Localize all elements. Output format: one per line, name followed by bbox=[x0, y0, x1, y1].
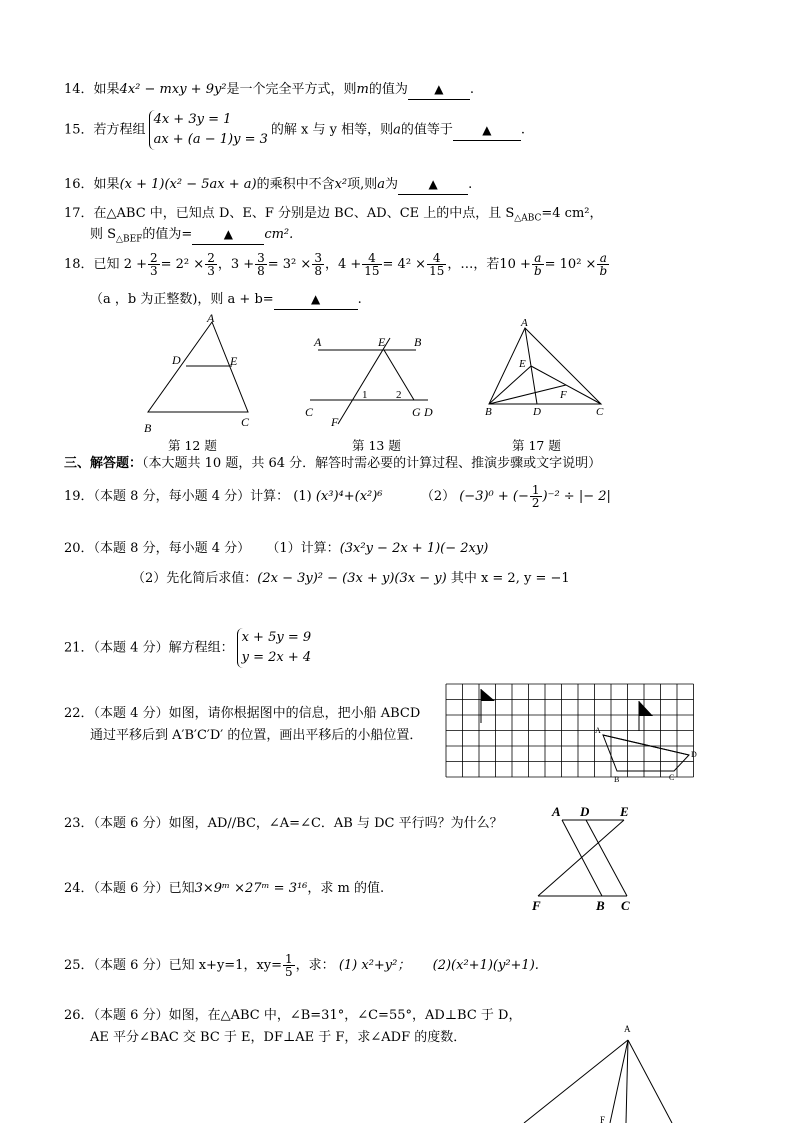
answer-blank[interactable]: ▲ bbox=[408, 80, 470, 100]
svg-text:E: E bbox=[378, 335, 386, 349]
question-22-line-2: 通过平移后到 A′B′C′D′ 的位置，画出平移后的小船位置． bbox=[90, 728, 423, 743]
svg-text:D: D bbox=[172, 353, 181, 367]
equation-system: 4x + 3y = 1 ax + (a − 1)y = 3 bbox=[149, 110, 268, 150]
figure-13-caption: 第 13 题 bbox=[352, 438, 401, 453]
fraction: $\frac{1}{2}$ bbox=[531, 483, 540, 510]
answer-blank[interactable]: ▲ bbox=[274, 290, 358, 310]
svg-text:D: D bbox=[580, 804, 590, 819]
equation-system: x + 5y = 9 y = 2x + 4 bbox=[237, 628, 312, 668]
question-22: 22．（本题 4 分）如图，请你根据图中的信息，把小船 ABCD bbox=[64, 706, 421, 721]
svg-text:B: B bbox=[485, 406, 492, 418]
svg-text:B: B bbox=[614, 775, 620, 783]
question-21: 21．（本题 4 分）解方程组： x + 5y = 9 y = 2x + 4 bbox=[64, 628, 314, 669]
svg-text:A: A bbox=[595, 726, 601, 735]
fraction: $\frac{2}{3}$ bbox=[207, 251, 215, 278]
question-25: 25．（本题 6 分）已知 x+y=1，xy= $\frac{1}{5}$ ，求： (1) x²+y²； (2)(x²+1)(y²+1). bbox=[64, 952, 539, 979]
question-14: 14．如果4x² − mxy + 9y²是一个完全平方式，则m的值为 ▲ . bbox=[64, 80, 474, 100]
svg-text:G: G bbox=[412, 405, 421, 419]
figure-17-caption: 第 17 题 bbox=[512, 438, 561, 453]
figure-23-diagram bbox=[530, 800, 645, 915]
svg-text:E: E bbox=[519, 358, 526, 370]
figure-13-diagram bbox=[300, 330, 445, 430]
figure-26-diagram bbox=[520, 1020, 680, 1123]
svg-text:B: B bbox=[144, 421, 152, 435]
fraction: $\frac{4}{15}$ bbox=[364, 251, 380, 278]
fraction: $\frac{4}{15}$ bbox=[429, 251, 445, 278]
question-17-line-2: 则 $S_{\triangle BEF}$的值为= ▲ cm². bbox=[90, 227, 294, 245]
fraction: $\frac{3}{8}$ bbox=[257, 251, 265, 278]
svg-text:2: 2 bbox=[396, 389, 402, 401]
answer-blank[interactable]: ▲ bbox=[192, 225, 264, 245]
svg-text:D: D bbox=[691, 750, 697, 759]
svg-text:D: D bbox=[424, 405, 433, 419]
question-20-part-2: （2）先化简后求值：(2x − 3y)² − (3x + y)(3x − y) 其中 x = 2, y = −1 bbox=[132, 571, 570, 586]
svg-text:F: F bbox=[560, 389, 567, 401]
figure-17-diagram bbox=[483, 316, 613, 421]
question-15: 15．若方程组 4x + 3y = 1 ax + (a − 1)y = 3 的解 x 与 y 相等，则a的值等于 ▲ . bbox=[64, 110, 525, 150]
question-24: 24．（本题 6 分）已知3×9ᵐ ×27ᵐ = 3¹⁶，求 m 的值. bbox=[64, 881, 385, 896]
svg-text:C: C bbox=[305, 405, 314, 419]
expression: 4x² − mxy + 9y² bbox=[119, 82, 227, 97]
svg-text:C: C bbox=[241, 415, 250, 429]
question-19: 19．（本题 8 分，每小题 4 分）计算： (1) (x³)⁴+(x²)⁶ （2） (−3)⁰ + (− $\frac{1}{2}$ )⁻² ÷ |− 2| bbox=[64, 483, 611, 510]
answer-blank[interactable]: ▲ bbox=[453, 121, 521, 141]
fraction: $\frac{a}{b}$ bbox=[599, 251, 608, 278]
question-23: 23．（本题 6 分）如图，AD//BC，∠A=∠C．AB 与 DC 平行吗？为什么？ bbox=[64, 816, 503, 831]
svg-text:C: C bbox=[621, 898, 630, 913]
question-17: 17．在△ABC 中，已知点 D、E、F 分别是边 BC、AD、CE 上的中点，且 $S_{\triangle ABC}=4$ cm²， bbox=[64, 206, 603, 224]
answer-blank[interactable]: ▲ bbox=[398, 175, 468, 195]
svg-text:B: B bbox=[596, 898, 605, 913]
question-26: 26．（本题 6 分）如图，在△ABC 中，∠B=31°，∠C=55°，AD⊥BC 于 D， bbox=[64, 1008, 522, 1023]
question-18-line-2: （a ，b 为正整数)，则 a + b= ▲ . bbox=[90, 290, 362, 310]
svg-text:A: A bbox=[314, 335, 322, 349]
question-26-line-2: AE 平分∠BAC 交 BC 于 E，DF⊥AE 于 F，求∠ADF 的度数． bbox=[90, 1030, 467, 1045]
svg-text:E: E bbox=[620, 804, 629, 819]
question-20: 20．（本题 8 分，每小题 4 分） （1）计算：(3x²y − 2x + 1)(− 2xy) bbox=[64, 541, 489, 556]
fraction: $\frac{2}{3}$ bbox=[150, 251, 158, 278]
svg-text:A: A bbox=[207, 312, 215, 325]
fraction: $\frac{3}{8}$ bbox=[314, 251, 322, 278]
svg-text:A: A bbox=[624, 1024, 631, 1034]
svg-text:F: F bbox=[331, 415, 339, 429]
svg-text:C: C bbox=[596, 406, 604, 418]
svg-text:C: C bbox=[669, 773, 675, 782]
question-16: 16．如果(x + 1)(x² − 5ax + a)的乘积中不含x²项,则a为 ▲ . bbox=[64, 175, 472, 195]
figure-12-caption: 第 12 题 bbox=[168, 438, 217, 453]
svg-text:A: A bbox=[552, 804, 561, 819]
figure-12-diagram bbox=[140, 312, 260, 437]
svg-text:D: D bbox=[533, 406, 541, 418]
svg-text:A: A bbox=[521, 317, 528, 329]
figure-22-grid bbox=[445, 683, 700, 783]
svg-text:1: 1 bbox=[362, 389, 368, 401]
svg-text:B: B bbox=[414, 335, 422, 349]
fraction: $\frac{a}{b}$ bbox=[533, 251, 542, 278]
question-18: 18．已知 2 + $\frac{2}{3}$ = 2² × $\frac{2}{3}$ ，3 + $\frac{3}{8}$ = 3² × $\frac{3}{8}$ ，4 + $\frac{4}{15}$ = 4² × $\frac{4}{15}$ ，…，若10 + $\frac{a}{b}$ = 10² × $\frac{a}{b}$ bbox=[64, 251, 608, 278]
section-3-heading: 三、解答题：（本大题共 10 题，共 64 分．解答时需必要的计算过程、推演步骤或文字说明） bbox=[64, 456, 602, 471]
svg-text:F: F bbox=[532, 898, 541, 913]
fraction: $\frac{1}{5}$ bbox=[285, 952, 293, 979]
svg-text:E: E bbox=[230, 354, 238, 368]
svg-text:F: F bbox=[600, 1115, 606, 1123]
